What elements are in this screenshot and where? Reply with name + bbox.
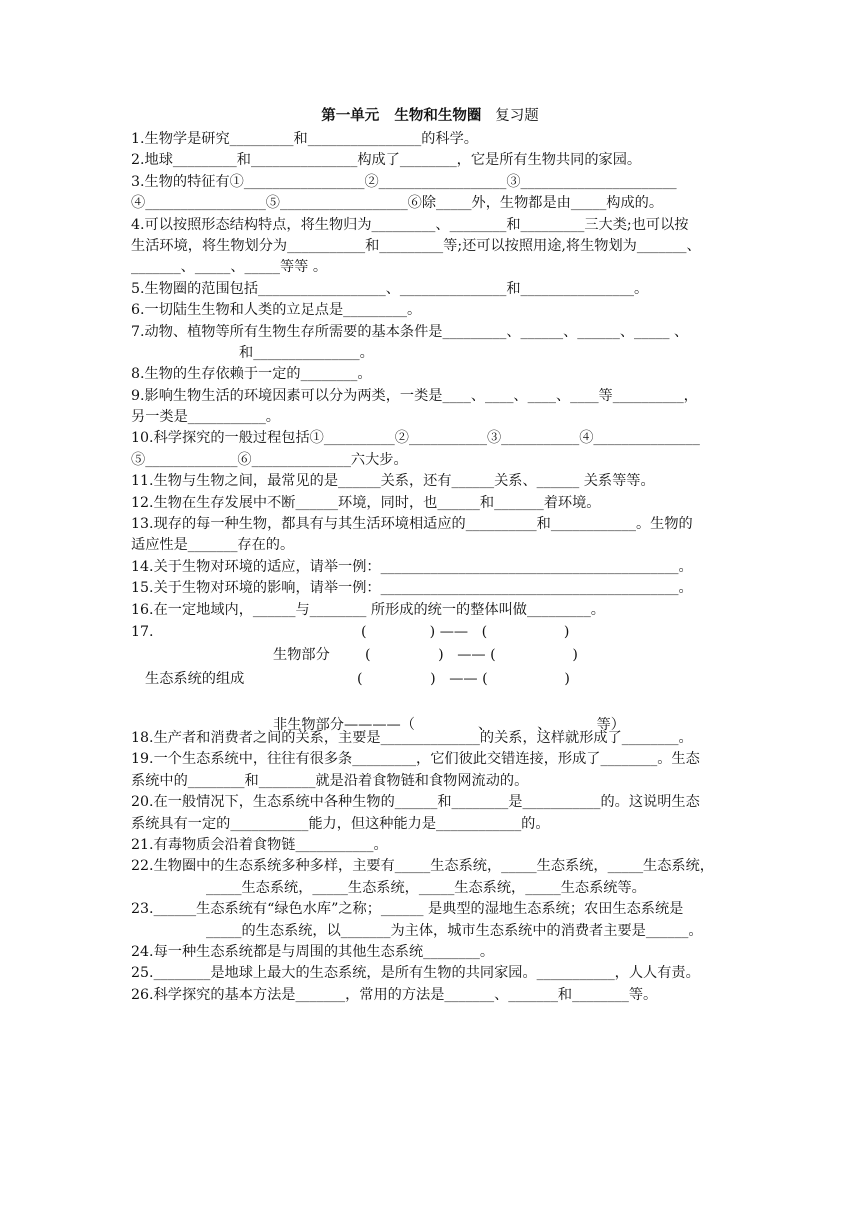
question-list [131,129,737,1006]
q7-line: 7.动物、植物等所有生物生存所需要的基本条件是_________、______、______、_____ 、 [131,323,689,340]
q10-line: 10.科学探究的一般过程包括①__________②___________③___________④_______________ [131,430,700,447]
q17-nonbiological-part: 非生物部分————（ 、 、 等） [273,716,625,733]
q19-line-cont: 系统中的________和________就是沿着食物链和食物网流动的。 [131,772,529,789]
q17-row1: ( ) —— ( ) [361,623,570,640]
q9-line: 9.影响生物生活的环境因素可以分为两类，一类是____、____、____、____等__________， [131,387,698,404]
q4-line: 4.可以按照形态结构特点，将生物归为_________、________和_________三大类;也可以按 [131,216,689,233]
q17-row2: ( ) —— ( ) [365,646,578,663]
q16-line: 16.在一定地域内，______与________ 所形成的统一的整体叫做_________。 [131,601,605,618]
q4-line-cont2: _______、_____、_____等等 。 [131,259,328,276]
q2-line: 2.地球_________和_______________构成了________，它是所有生物共同的家园。 [131,152,642,169]
q18-line: 18.生产者和消费者之间的关系，主要是______________的关系，这样就形成了________。 [131,729,693,746]
q17-row3: ( ) —— ( ) [357,670,570,687]
q14-line: 14.关于生物对环境的适应，请举一例：__________________________________________。 [131,558,693,575]
q20-line-cont: 系统具有一定的___________能力，但这种能力是____________的。 [131,815,550,832]
q8-line: 8.生物的生存依赖于一定的________。 [131,366,372,383]
q13-line: 13.现存的每一种生物，都具有与其生活环境相适应的__________和____________。生物的 [131,516,693,533]
q17-ecosystem-composition: 生态系统的组成 [145,670,245,687]
q11-line: 11.生物与生物之间，最常见的是______关系，还有______关系、______ 关系等等。 [131,473,655,490]
q3-line-cont: ④_________________⑤__________________⑥除_____外，生物都是由_____构成的。 [131,195,664,212]
q3-line: 3.生物的特征有①_________________②__________________③______________________ [131,173,677,190]
q23-line: 23.______生态系统有“绿色水库”之称；______ 是典型的湿地生态系统；农田生态系统是 [131,901,684,918]
title-sub: 复习题 [495,108,539,124]
q5-line: 5.生物圈的范围包括__________________、_______________和________________。 [131,280,649,297]
q25-line: 25.________是地球上最大的生态系统，是所有生物的共同家园。___________，人人有责。 [131,965,700,982]
q22-line-cont: _____生态系统，_____生态系统，_____生态系统，_____生态系统等。 [206,879,646,896]
q15-line: 15.关于生物对环境的影响，请举一例：__________________________________________。 [131,580,693,597]
q23-line-cont: _____的生态系统，以_______为主体，城市生态系统中的消费者主要是______。 [206,922,703,939]
q6-line: 6.一切陆生生物和人类的立足点是_________。 [131,302,422,319]
q26-line: 26.科学探究的基本方法是_______，常用的方法是_______、_______和________等。 [131,986,658,1003]
q19-line: 19.一个生态系统中，往往有很多条_________，它们彼此交错连接，形成了________。生态 [131,751,700,768]
q17-biological-part: 生物部分 [273,646,330,663]
q21-line: 21.有毒物质会沿着食物链___________。 [131,836,388,853]
q24-line: 24.每一种生态系统都是与周围的其他生态系统________。 [131,943,495,960]
q9-line-cont: 另一类是___________。 [131,409,280,426]
q12-line: 12.生物在生存发展中不断______环境，同时，也______和_______着环境。 [131,494,601,511]
q1-line: 1.生物学是研究_________和________________的科学。 [131,131,478,147]
q13-line-cont: 适应性是_______存在的。 [131,537,295,554]
q7-line-cont: 和_______________。 [239,344,374,361]
q20-line: 20.在一般情况下，生态系统中各种生物的______和________是___________的。这说明生态 [131,794,700,811]
page-title [0,106,860,126]
q10-line-cont: ⑤_____________⑥______________六大步。 [131,451,408,468]
q17-ecosystem-diagram [131,621,737,733]
q22-line: 22.生物圈中的生态系统多种多样，主要有_____生态系统，_____生态系统，_____生态系统， [131,858,714,875]
title-main: 第一单元 生物和生物圈 [321,107,482,124]
q4-line-cont: 生活环境，将生物划分为___________和_________等;还可以按照用途,将生物划为_______、 [131,237,701,254]
q17-number: 17. [131,623,154,640]
